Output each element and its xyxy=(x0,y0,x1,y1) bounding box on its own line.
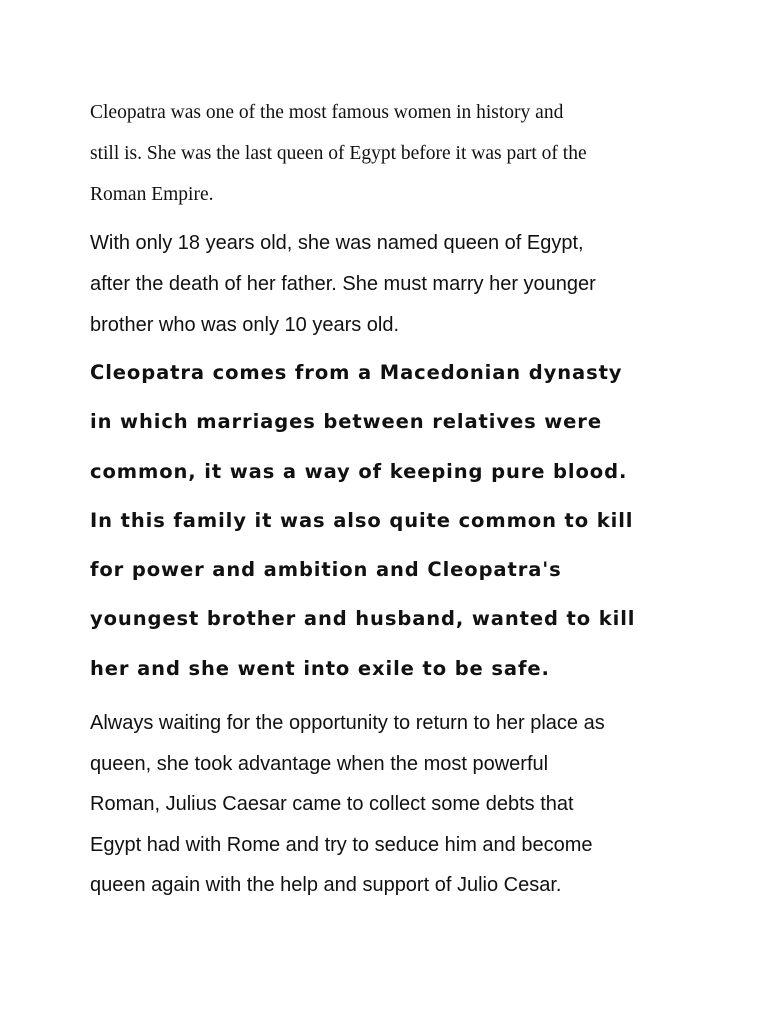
paragraph-marriage xyxy=(90,223,730,346)
paragraph-line: Always waiting for the opportunity to return to her place as xyxy=(90,712,605,734)
paragraph-line: her and she went into exile to be safe. xyxy=(90,656,550,680)
paragraph-line: With only 18 years old, she was named queen of Egypt, xyxy=(90,232,584,254)
paragraph-line: queen, she took advantage when the most powerful xyxy=(90,752,549,775)
paragraph-line: In this family it was also quite common to kill xyxy=(90,508,634,532)
paragraph-line: queen again with the help and support of Julio Cesar. xyxy=(90,874,562,896)
paragraph-line: brother who was only 10 years old. xyxy=(90,314,400,336)
paragraph-line: still is. She was the last queen of Egypt before it was part of the xyxy=(90,143,587,164)
paragraph-intro xyxy=(90,92,730,215)
paragraph-line: common, it was a way of keeping pure blood. xyxy=(90,459,628,483)
paragraph-dynasty xyxy=(90,348,730,693)
paragraph-caesar xyxy=(90,703,730,906)
paragraph-line: Cleopatra was one of the most famous women in history and xyxy=(90,102,564,123)
paragraph-line: for power and ambition and Cleopatra's xyxy=(90,558,562,582)
paragraph-line: Cleopatra comes from a Macedonian dynasty xyxy=(90,361,623,384)
paragraph-line: Roman, Julius Caesar came to collect some debts that xyxy=(90,793,574,815)
paragraph-line: Egypt had with Rome and try to seduce him and become xyxy=(90,833,593,856)
paragraph-line: Roman Empire. xyxy=(90,184,214,205)
paragraph-line: youngest brother and husband, wanted to kill xyxy=(90,607,636,631)
paragraph-line: in which marriages between relatives were xyxy=(90,410,602,434)
paragraph-line: after the death of her father. She must marry her younger xyxy=(90,273,596,295)
